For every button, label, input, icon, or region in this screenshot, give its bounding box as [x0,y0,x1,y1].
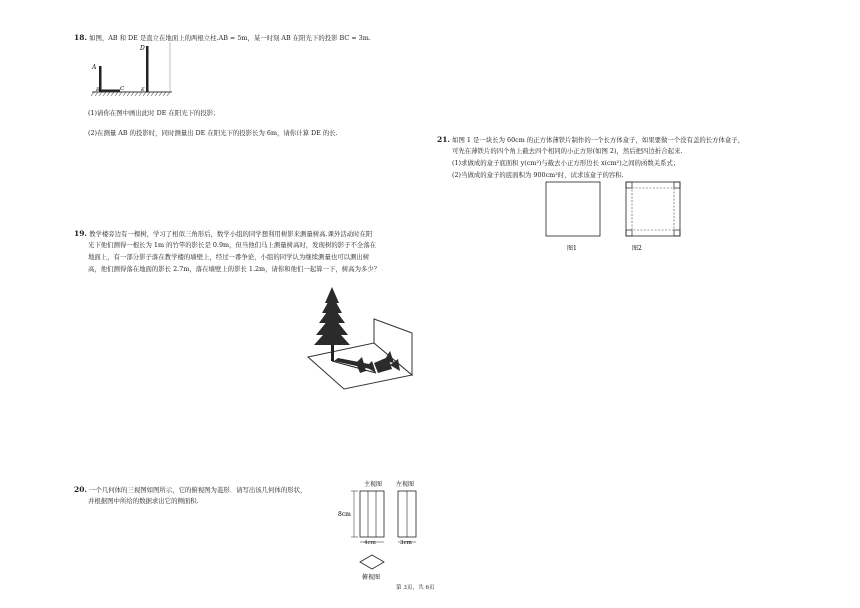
top-view-label: 俯视图 [362,574,381,581]
q18-figure [82,42,178,98]
q18-sub1: (1)请你在图中画出此时 DE 在阳光下的投影； [88,109,220,117]
q20-line2: 并根据图中所给的数据求出它的侧面积. [88,497,199,505]
q21-number: 21. [437,135,451,144]
q19-number: 19. [74,229,88,238]
rhombus-top-view [360,555,384,569]
fig2-square [626,182,680,236]
q19-line4: 高，他们测得落在地面的影长 2.7m，落在墙壁上的影长 1.2m，请你和他们一起算一下，树高为多少？ [88,265,381,273]
post-de [146,46,149,92]
front-width-dim: 4cm [364,540,376,546]
height-dim: 8cm [338,511,351,518]
front-view-label: 主视图 [364,481,383,488]
fig1-square [546,182,600,236]
q18-number: 18. [74,33,88,42]
q20-number: 20. [74,485,88,494]
q21-line2: 可先在薄铁片的四个角上截去四个相同的小正方形(如图 2)，然后把四边折合起来. [452,147,683,155]
q20-text-1: 一个几何体的三视图如图所示，它的俯视图为菱形．请写出该几何体的形状， [89,486,307,494]
label-b1: B [96,87,100,93]
q19-line1 [74,228,372,240]
label-a: A [92,64,97,71]
label-d: D [140,45,145,52]
q21-text-1: 如图 1 是一块长为 60cm 的正方体薄铁片制作的一个长方体盒子，如果要做一个没有盖的长方体盒子， [452,136,745,144]
left-width-dim: 3cm [400,540,412,546]
tree-icon [314,287,350,345]
q19-line2: 光下他们测得一根长为 1m 的竹竿的影长是 0.9m，但当他们马上测量树高时，发现树的影子不全落在 [88,241,377,249]
q20-line1 [74,484,306,496]
q21-figures [540,176,690,256]
page-footer: 第 3页，共 6页 [396,585,435,591]
q19-tree-figure [304,283,420,391]
q21-line4: (2)当做成的盒子的底面积为 900cm²时，试求该盒子的容积. [452,171,624,179]
fig2-label: 图2 [632,245,642,252]
label-c: C [120,86,125,92]
q18-text: 如图，AB 和 DE 是直立在地面上的两根立柱.AB = 5m，某一时刻 AB 在阳光下的投影 BC = 3m. [89,34,371,42]
q19-line3: 地面上，有一部分影子落在教学楼的墙壁上，经过一番争论，小组的同学认为继续测量也可以测出树 [88,253,370,261]
label-e: E [141,87,145,93]
q20-three-views [334,476,430,588]
q21-line1 [437,134,744,146]
fig1-label: 图1 [567,245,577,252]
q21-line3: (1)求做成的盒子底面积 y(cm²)与截去小正方形边长 x(cm²)之间的函数关系式； [452,159,680,167]
left-view-label: 左视图 [396,481,415,488]
front-view [360,491,384,537]
q18-sub2: (2)在测量 AB 的投影时，同时测量出 DE 在阳光下的投影长为 6m，请你计算 DE 的长. [88,129,338,137]
q19-text-1: 教学楼旁边有一棵树，学习了相似三角形后，数学小组的同学想利用树影来测量树高.课外活动时在阳 [89,230,373,238]
